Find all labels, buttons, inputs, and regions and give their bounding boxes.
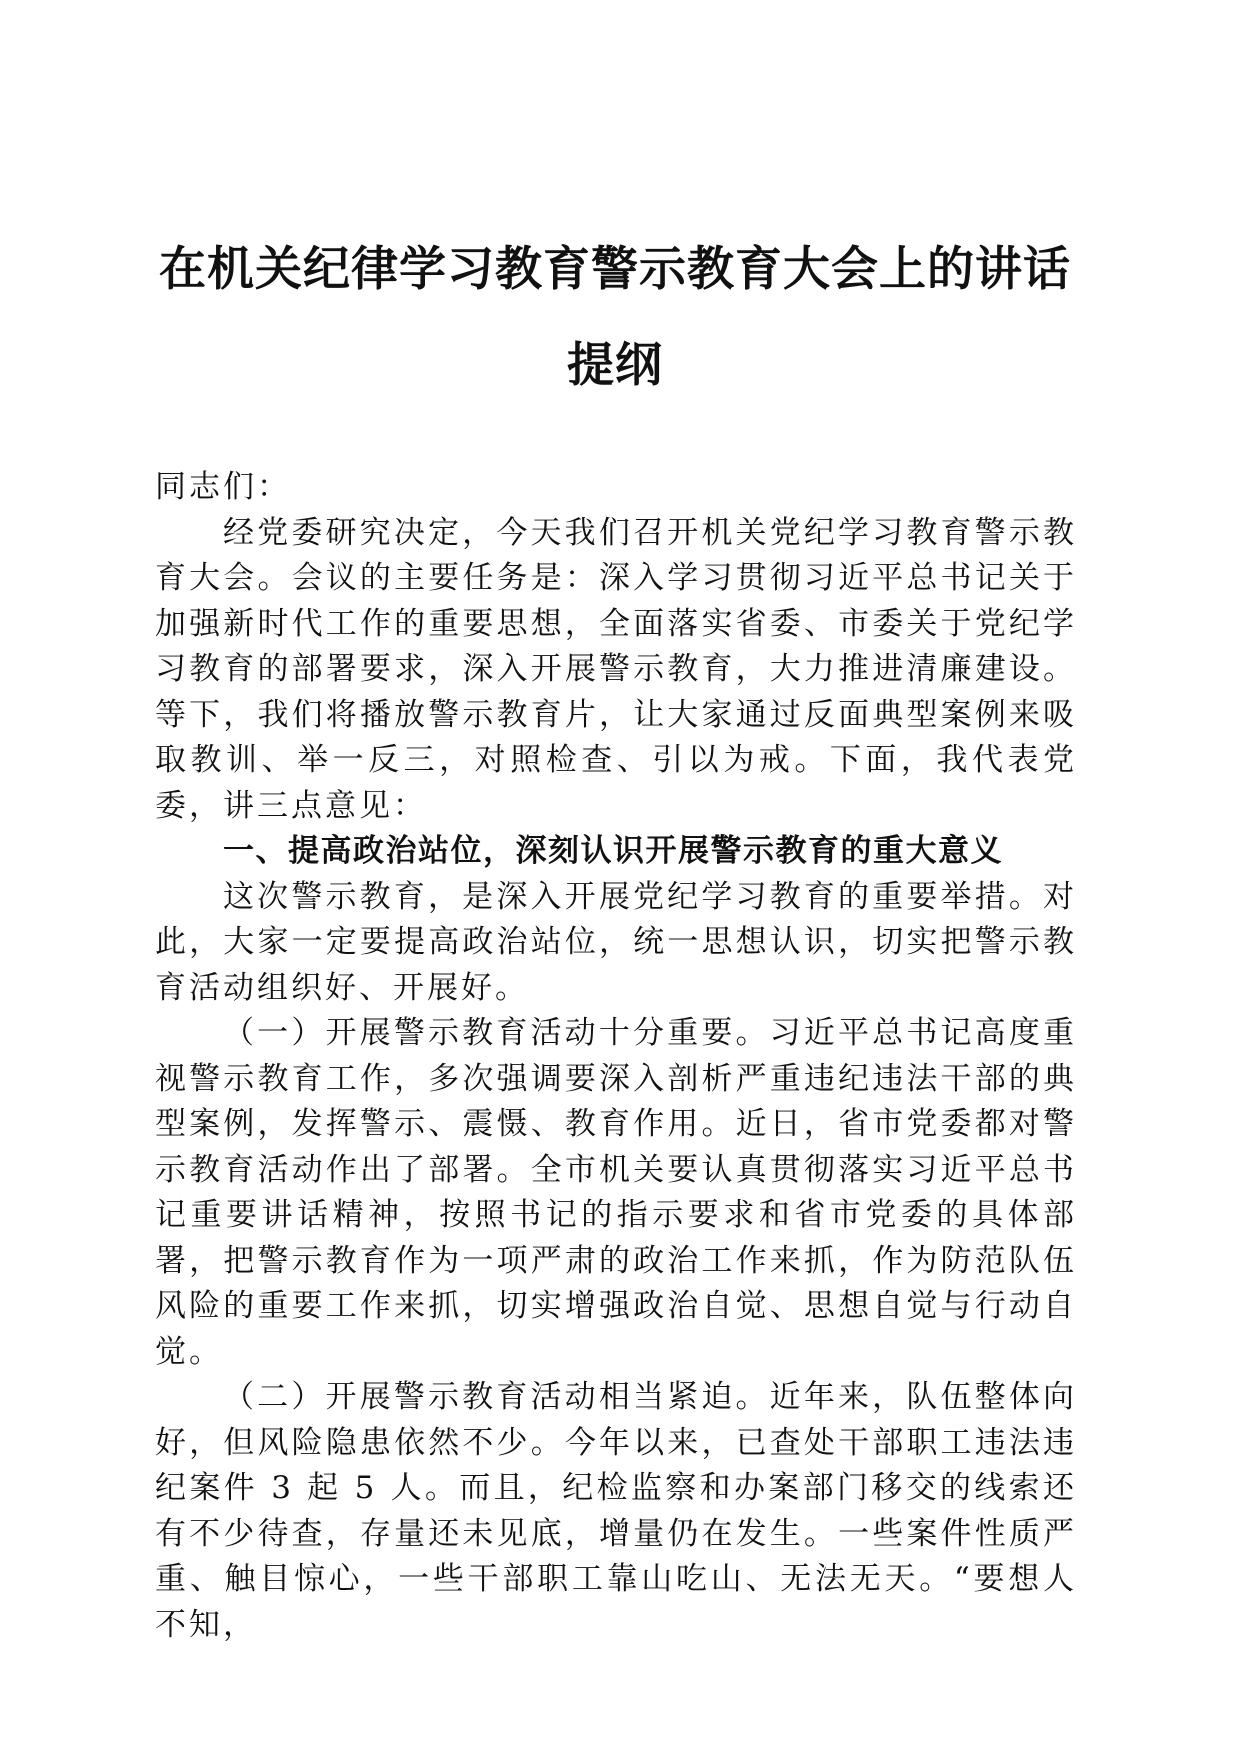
paragraph-point-1: （一）开展警示教育活动十分重要。习近平总书记高度重视警示教育工作，多次强调要深入剖析严重违纪违法干部的典型案例，发挥警示、震慑、教育作用。近日，省市党委都对警示教育活动作出了部署。全市机关要认真贯彻落实习近平总书记重要讲话精神，按照书记的指示要求和省市党委的具体部署，把警示教育作为一项严肃的政治工作来抓，作为防范队伍风险的重要工作来抓，切实增强政治自觉、思想自觉与行动自觉。 <box>155 1015 1077 1370</box>
paragraph-section-1: 这次警示教育，是深入开展党纪学习教育的重要举措。对此，大家一定要提高政治站位，统一思想认识，切实把警示教育活动组织好、开展好。 <box>155 878 1077 1006</box>
salutation: 同志们： <box>155 469 291 505</box>
document-title: 在机关纪律学习教育警示教育大会上的讲话提纲 <box>159 242 1071 393</box>
document-body <box>155 465 1077 1648</box>
section-heading-1: 一、提高政治站位，深刻认识开展警示教育的重大意义 <box>223 833 1003 869</box>
paragraph-point-2: （二）开展警示教育活动相当紧迫。近年来，队伍整体向好，但风险隐患依然不少。今年以来，已查处干部职工违法违纪案件 3 起 5 人。而且，纪检监察和办案部门移交的线索还有不少待查，存量还未见底，增量仍在发生。一些案件性质严重、触目惊心，一些干部职工靠山吃山、无法无天。“要想人不知， <box>155 1379 1077 1643</box>
paragraph-intro: 经党委研究决定，今天我们召开机关党纪学习教育警示教育大会。会议的主要任务是：深入学习贯彻习近平总书记关于加强新时代工作的重要思想，全面落实省委、市委关于党纪学习教育的部署要求，深入开展警示教育，大力推进清廉建设。等下，我们将播放警示教育片，让大家通过反面典型案例来吸取教训、举一反三，对照检查、引以为戒。下面，我代表党委，讲三点意见： <box>155 514 1077 824</box>
